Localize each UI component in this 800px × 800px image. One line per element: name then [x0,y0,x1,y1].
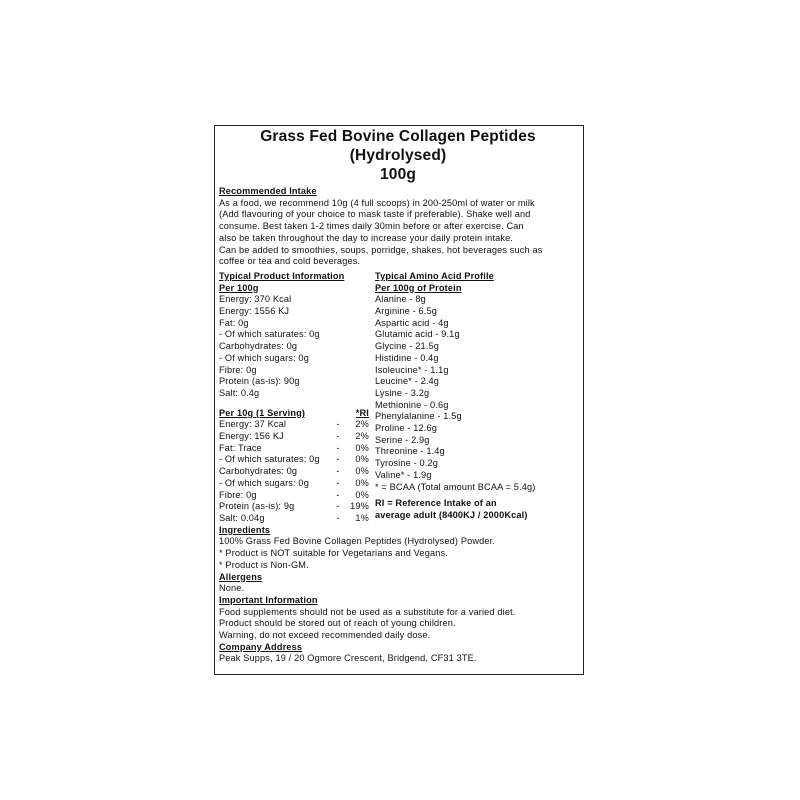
text-line: also be taken throughout the day to increase your daily protein intake. [219,232,514,243]
amino-acid-heading: Typical Amino Acid Profile [375,270,494,281]
text-line: Can be added to smoothies, soups, porridge, shakes, hot beverages such as [219,244,543,255]
ri-note [375,498,575,521]
amino-row: Lysine - 3.2g [375,387,430,398]
company-address-text [219,653,577,665]
amino-acid-list [375,294,575,493]
important-info-heading: Important Information [219,594,318,605]
company-address-heading: Company Address [219,641,303,652]
serving-row: Fat: Trace - 0% [219,442,369,453]
amino-acid-column [375,271,575,525]
per-100g-protein-heading: Per 100g of Protein [375,282,462,293]
amino-row: Threonine - 1.4g [375,446,445,457]
nutrient-row: Energy: 1556 KJ [219,306,290,317]
per-100g-list [219,294,375,399]
amino-row: Serine - 2.9g [375,434,430,445]
amino-row: Methionine - 0.6g [375,399,449,410]
product-info-heading: Typical Product Information [219,270,345,281]
serving-row: Carbohydrates: 0g - 0% [219,466,369,477]
ri-note-line: RI = Reference Intake of an [375,498,497,509]
ri-note-line: average adult (8400KJ / 2000Kcal) [375,509,528,520]
amino-row: Tyrosine - 0.2g [375,458,439,469]
amino-row: Glycine - 21.5g [375,341,440,352]
ri-heading: *RI [355,407,369,418]
per-100g-heading: Per 100g [219,282,259,293]
amino-row: Valine* - 1.9g [375,469,432,480]
nutrient-row: Protein (as-is): 90g [219,376,300,387]
text-line: * Product is Non-GM. [219,559,309,570]
amino-row: Histidine - 0.4g [375,352,439,363]
per-serving-list [219,419,375,524]
recommended-intake-heading: Recommended Intake [219,186,317,196]
text-line: Peak Supps, 19 / 20 Ogmore Crescent, Bridgend, CF31 3TE. [219,653,477,664]
per-serving-header [219,408,375,420]
nutrient-row: - Of which saturates: 0g [219,329,320,340]
important-info-text [219,607,577,642]
text-line: * Product is NOT suitable for Vegetarians and Vegans. [219,548,448,559]
nutrient-row: Carbohydrates: 0g [219,341,298,352]
serving-row: Energy: 37 Kcal - 2% [219,419,369,430]
amino-row: * = BCAA (Total amount BCAA = 5.4g) [375,481,536,492]
text-line: coffee or tea and cold beverages. [219,256,361,267]
nutrient-row: Fat: 0g [219,317,249,328]
amino-row: Leucine* - 2.4g [375,376,440,387]
nutrient-row: Fibre: 0g [219,364,257,375]
allergens-text [219,583,577,595]
text-line: As a food, we recommend 10g (4 full scoops) in 200-250ml of water or milk [219,197,535,208]
amino-row: Glutamic acid - 9.1g [375,329,460,340]
serving-row: Protein (as-is): 9g - 19% [219,501,369,512]
allergens-heading: Allergens [219,571,263,582]
serving-row: - Of which saturates: 0g - 0% [219,454,369,465]
nutrition-columns [219,271,577,525]
serving-row: - Of which sugars: 0g - 0% [219,477,369,488]
text-line: consume. Best taken 1-2 times daily 30min before or after exercise. Can [219,221,524,232]
text-line: Product should be stored out of reach of young children. [219,618,456,629]
serving-row: Salt: 0.04g - 1% [219,512,369,523]
amino-row: Aspartic acid - 4g [375,317,449,328]
ingredients-text [219,536,577,571]
amino-row: Isoleucine* - 1.1g [375,364,449,375]
nutrient-row: - Of which sugars: 0g [219,352,309,363]
text-line: (Add flavouring of your choice to mask taste if preferable). Shake well and [219,209,531,220]
label-title [219,127,577,184]
amino-row: Proline - 12.6g [375,423,438,434]
recommended-intake-text [219,198,577,268]
serving-row: Energy: 156 KJ - 2% [219,431,369,442]
text-line: None. [219,583,245,594]
product-info-column [219,271,375,525]
serving-row: Fibre: 0g - 0% [219,489,369,500]
nutrient-row: Salt: 0.4g [219,387,260,398]
amino-row: Phenylalanine - 1.5g [375,411,462,422]
text-line: Food supplements should not be used as a substitute for a varied diet. [219,606,516,617]
per-serving-heading: Per 10g (1 Serving) [219,407,306,418]
text-line: 100% Grass Fed Bovine Collagen Peptides (Hydrolysed) Powder. [219,536,496,547]
amino-row: Alanine - 8g [375,294,426,305]
ingredients-heading: Ingredients [219,524,271,535]
product-label [214,125,584,675]
amino-row: Arginine - 6.5g [375,306,438,317]
title-line-1: Grass Fed Bovine Collagen Peptides (Hydrolysed) [260,128,536,164]
nutrient-row: Energy: 370 Kcal [219,294,292,305]
title-line-2: 100g [380,166,416,183]
text-line: Warning, do not exceed recommended daily dose. [219,630,431,641]
